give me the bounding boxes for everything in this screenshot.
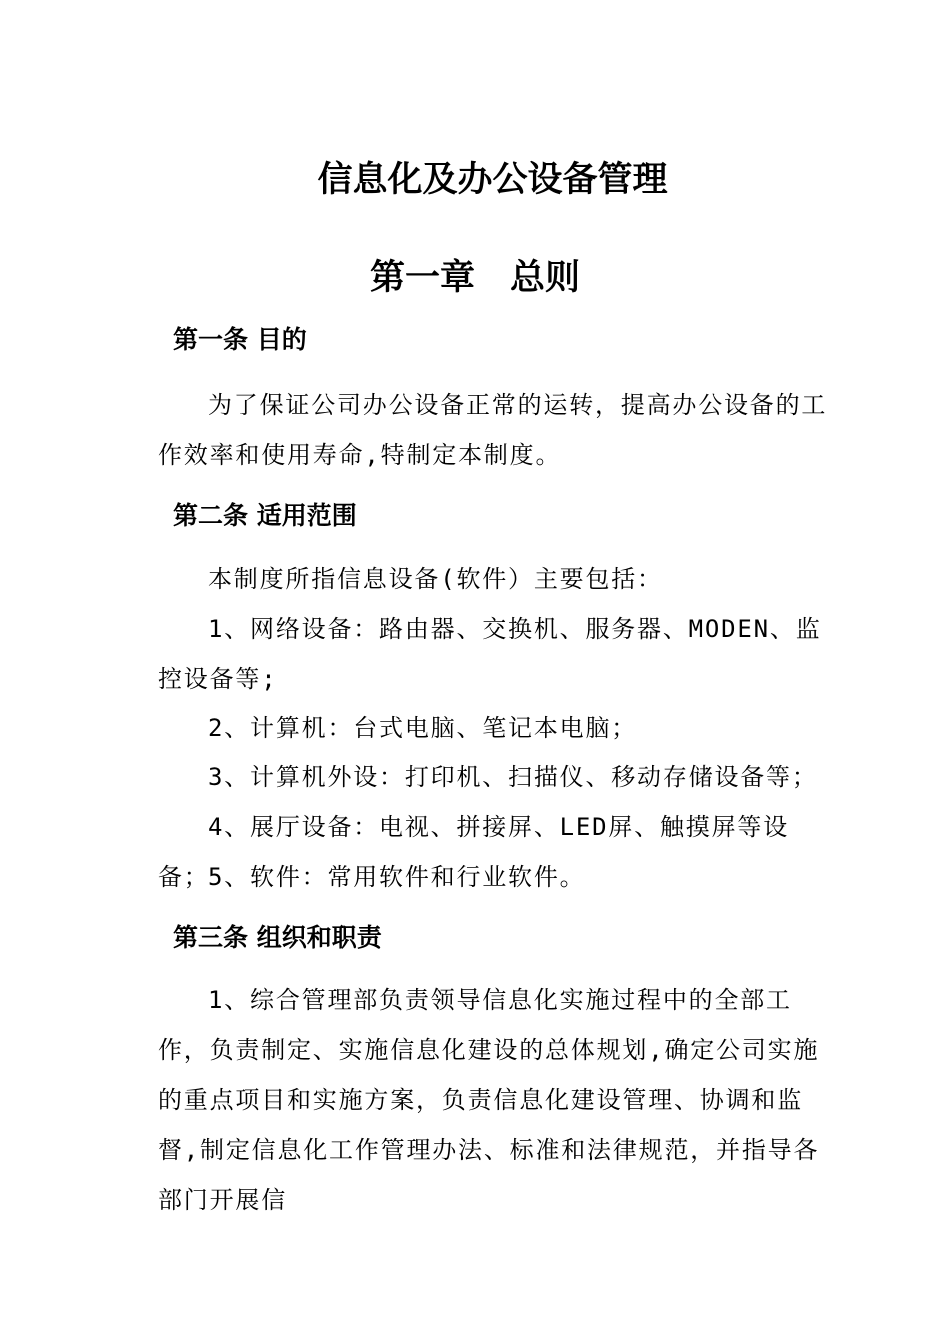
article-2-item-3: 3、计算机外设：打印机、扫描仪、移动存储设备等； [208, 763, 818, 791]
article-2-item-5: 5、软件：常用软件和行业软件。 [208, 863, 586, 891]
article-heading-1: 第一条 目的 [173, 325, 307, 354]
article-2-item-2: 2、计算机：台式电脑、笔记本电脑； [208, 714, 638, 742]
article-heading-3: 第三条 组织和职责 [173, 923, 382, 952]
article-1-paragraph: 为了保证公司办公设备正常的运转，提高办公设备的工作效率和使用寿命,特制定本制度。 [158, 391, 828, 469]
article-heading-2: 第二条 适用范围 [173, 501, 357, 530]
article-2-item-4: 4、展厅设备：电视、拼接屏、LED屏、触摸屏等设备； [158, 813, 789, 891]
document-title: 信息化及办公设备管理 [317, 159, 668, 200]
article-3-paragraph: 1、综合管理部负责领导信息化实施过程中的全部工作，负责制定、实施信息化建设的总体规划,确定公司实施的重点项目和实施方案，负责信息化建设管理、协调和监督,制定信息化工作管理办法、标准和法律规范，并指导各部门开展信 [158, 986, 820, 1214]
article-2-item-1: 1、网络设备：路由器、交换机、服务器、MODEN、监控设备等; [158, 615, 822, 693]
chapter-title: 第一章 总则 [369, 257, 580, 298]
article-2-intro: 本制度所指信息设备(软件）主要包括： [208, 565, 663, 593]
